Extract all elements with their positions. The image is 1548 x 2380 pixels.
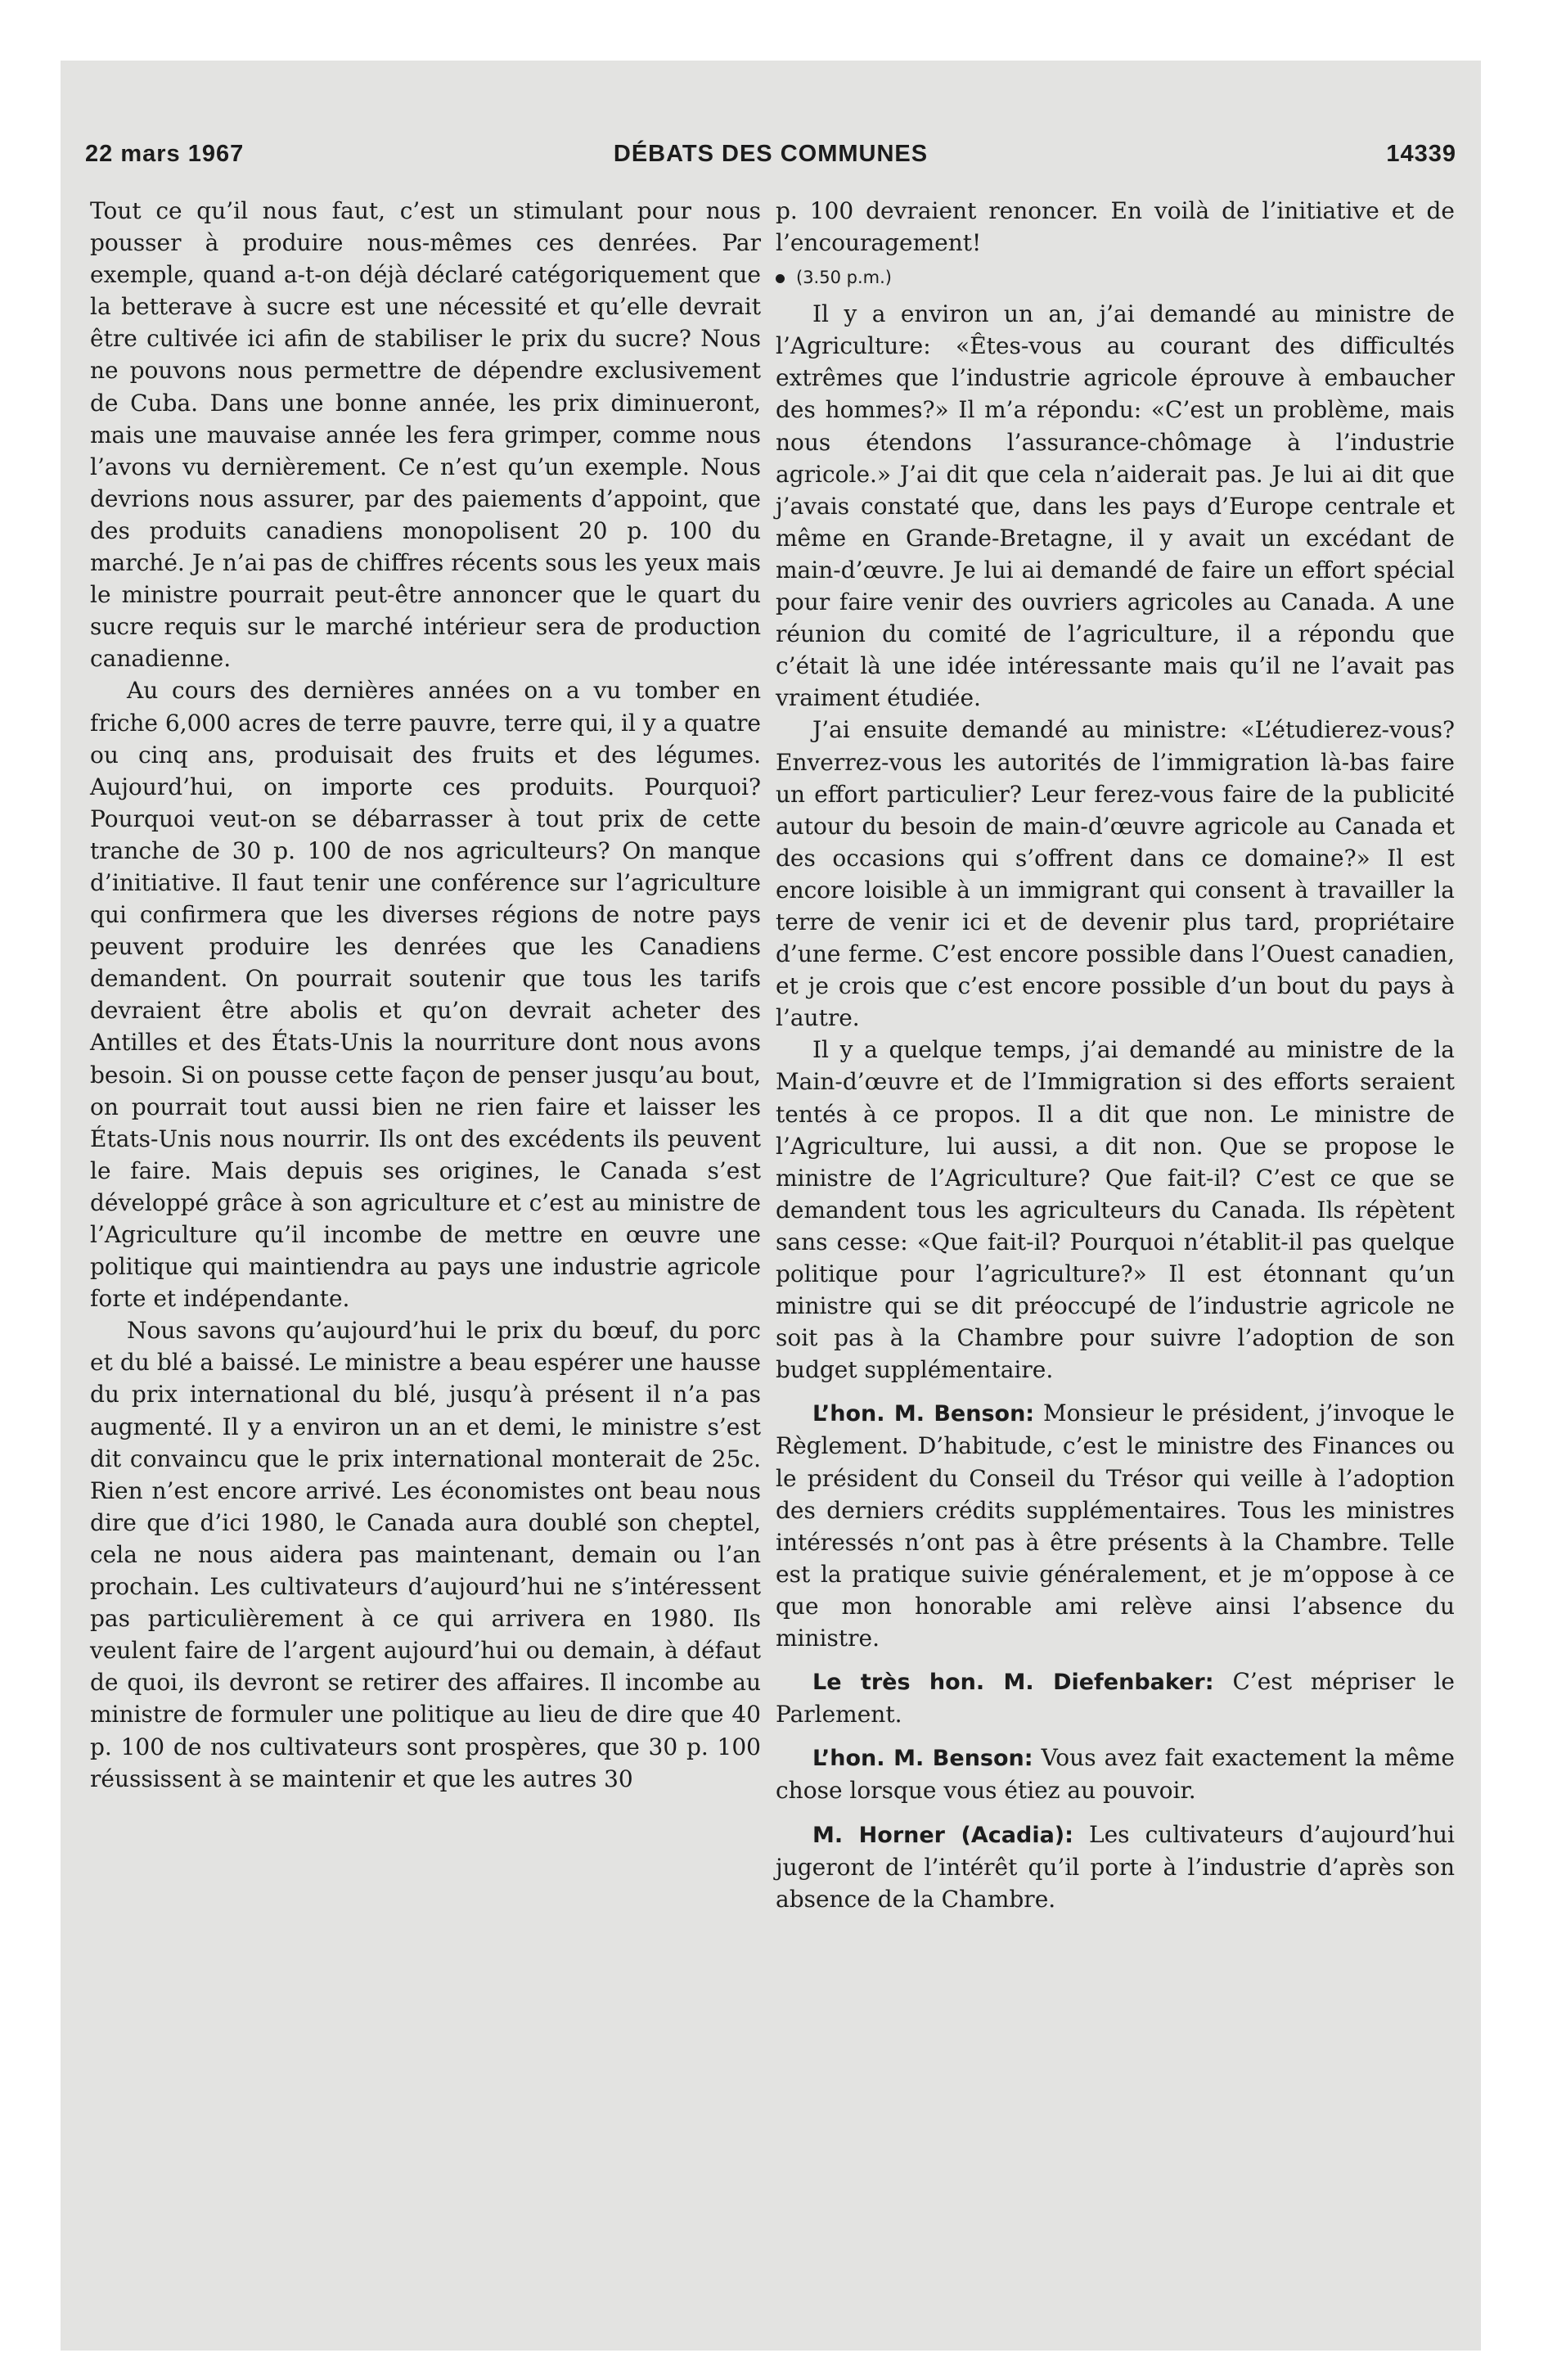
speaker-name: Le très hon. M. Diefenbaker: bbox=[812, 1670, 1214, 1696]
header-date: 22 mars 1967 bbox=[85, 141, 245, 167]
time-stamp bbox=[776, 265, 1455, 290]
paragraph: Au cours des dernières années on a vu tomber en friche 6,000 acres de terre pauvre, terre qui, il y a quatre ou cinq ans, produisait des fruits et des légumes. Aujourd’hui, on importe ces produits. Pourquoi? Pourquoi veut-on se débarrasser à tout prix de cette tranche de 30 p. 100 de nos agriculteurs? On manque d’initiative. Il faut tenir une conférence sur l’agriculture qui confirmera que les diverses régions de notre pays peuvent produire les denrées que les Canadiens demandent. On pourrait soutenir que tous les tarifs devraient être abolis et qu’on devrait acheter des Antilles et des États-Unis la nourriture dont nous avons besoin. Si on pousse cette façon de penser jusqu’au bout, on pourrait tout aussi bien ne rien faire et laisser les États-Unis nous nourrir. Ils ont des excédents ils peuvent le faire. Mais depuis ses origines, le Canada s’est développé grâce à son agriculture et c’est au ministre de l’Agriculture qu’il incombe de mettre en œuvre une politique qui maintiendra au pays une industrie agricole forte et indépendante. bbox=[90, 677, 761, 1313]
left-column bbox=[90, 195, 761, 1795]
page bbox=[61, 61, 1481, 2351]
paragraph: Tout ce qu’il nous faut, c’est un stimulant pour nous pousser à produire nous-mêmes ces denrées. Par exemple, quand a-t-on déjà déclaré catégoriquement que la betterave à sucre est une nécessité et qu’elle devrait être cultivée ici afin de stabiliser le prix du sucre? Nous ne pouvons nous permettre de dépendre exclusivement de Cuba. Dans une bonne année, les prix diminueront, mais une mauvaise année les fera grimper, comme nous l’avons vu dernièrement. Ce n’est qu’un exemple. Nous devrions nous assurer, par des paiements d’appoint, que des produits canadiens monopolisent 20 p. 100 du marché. Je n’ai pas de chiffres récents sous les yeux mais le ministre pourrait peut-être annoncer que le quart du sucre requis sur le marché intérieur sera de production canadienne. bbox=[90, 197, 761, 673]
speaker-name: L’hon. M. Benson: bbox=[812, 1401, 1035, 1427]
time-stamp-text: (3.50 p.m.) bbox=[796, 268, 892, 288]
speech bbox=[776, 1397, 1455, 1654]
paragraph-continuation: p. 100 devraient renoncer. En voilà de l’initiative et de l’encouragement! bbox=[776, 197, 1455, 257]
speech bbox=[776, 1819, 1455, 1915]
paragraph: Il y a quelque temps, j’ai demandé au ministre de la Main-d’œuvre et de l’Immigration si des efforts seraient tentés à ce propos. Il a dit que non. Le ministre de l’Agriculture, lui aussi, a dit non. Que se propose le ministre de l’Agriculture? Que fait-il? C’est ce que se demandent tous les agriculteurs du Canada. Ils répètent sans cesse: «Que fait-il? Pourquoi n’établit-il pas quelque politique pour l’agriculture?» Il est étonnant qu’un ministre qui se dit préoccupé de l’industrie agricole ne soit pas à la Chambre pour suivre l’adoption de son budget supplémentaire. bbox=[776, 1036, 1455, 1384]
speaker-name: L’hon. M. Benson: bbox=[812, 1746, 1033, 1772]
page-number: 14339 bbox=[1386, 141, 1456, 167]
right-column bbox=[776, 195, 1455, 1915]
paragraph: Il y a environ un an, j’ai demandé au ministre de l’Agriculture: «Êtes-vous au courant des difficultés extrêmes que l’industrie agricole éprouve à embaucher des hommes?» Il m’a répondu: «C’est un problème, mais nous étendons l’assurance-chômage à l’industrie agricole.» J’ai dit que cela n’aiderait pas. Je lui ai dit que j’avais constaté que, dans les pays d’Europe centrale et même en Grande-Bretagne, il y avait un excédant de main-d’œuvre. Je lui ai demandé de faire un effort spécial pour faire venir des ouvriers agricoles au Canada. A une réunion du comité de l’agriculture, il a répondu que c’était là une idée intéressante mais qu’il ne l’avait pas vraiment étudiée. bbox=[776, 300, 1455, 712]
page-header bbox=[85, 141, 1456, 177]
speech-text: Les cultivateurs d’aujourd’hui jugeront de l’intérêt qu’il porte à l’industrie d’après son absence de la Chambre. bbox=[776, 1820, 1456, 1913]
bullet-icon bbox=[776, 274, 785, 283]
paragraph: Nous savons qu’aujourd’hui le prix du bœuf, du porc et du blé a baissé. Le ministre a beau espérer une hausse du prix international du blé, jusqu’à présent il n’a pas augmenté. Il y a environ un an et demi, le ministre s’est dit convaincu que le prix international monterait de 25c. Rien n’est encore arrivé. Les économistes ont beau nous dire que d’ici 1980, le Canada aura doublé son cheptel, cela ne nous aidera pas maintenant, demain ou l’an prochain. Les cultivateurs d’aujourd’hui ne s’intéressent pas particulièrement à ce qui arrivera en 1980. Ils veulent faire de l’argent aujourd’hui ou demain, à défaut de quoi, ils devront se retirer des affaires. Il incombe au ministre de formuler une politique au lieu de dire que 40 p. 100 de nos cultivateurs sont prospères, que 30 p. 100 réussissent à se maintenir et que les autres 30 bbox=[90, 1317, 761, 1792]
paragraph: J’ai ensuite demandé au ministre: «L’étudierez-vous? Enverrez-vous les autorités de l’immigration là-bas faire un effort particulier? Leur ferez-vous faire de la publicité autour du besoin de main-d’œuvre agricole au Canada et des occasions qui s’offrent dans ce domaine?» Il est encore loisible à un immigrant qui consent à travailler la terre de venir ici et de devenir plus tard, propriétaire d’une ferme. C’est encore possible dans l’Ouest canadien, et je crois que c’est encore possible d’un bout du pays à l’autre. bbox=[776, 716, 1455, 1032]
header-title: DÉBATS DES COMMUNES bbox=[613, 141, 929, 167]
speech bbox=[776, 1742, 1455, 1806]
speech-text: Vous avez fait exactement la même chose lorsque vous étiez au pouvoir. bbox=[776, 1744, 1455, 1805]
speech bbox=[776, 1666, 1455, 1730]
speaker-name: M. Horner (Acadia): bbox=[812, 1822, 1073, 1848]
speech-text: Monsieur le président, j’invoque le Règlement. D’habitude, c’est le ministre des Finances ou le président du Conseil du Trésor qui veille à l’adoption des derniers crédits supplémentaires. Tous les ministres intéressés n’ont pas à être présents à la Chambre. Telle est la pratique suivie généralement, et je m’oppose à ce que mon honorable ami relève ainsi l’absence du ministre. bbox=[776, 1400, 1456, 1652]
speech-text: C’est mépriser le Parlement. bbox=[776, 1668, 1455, 1729]
